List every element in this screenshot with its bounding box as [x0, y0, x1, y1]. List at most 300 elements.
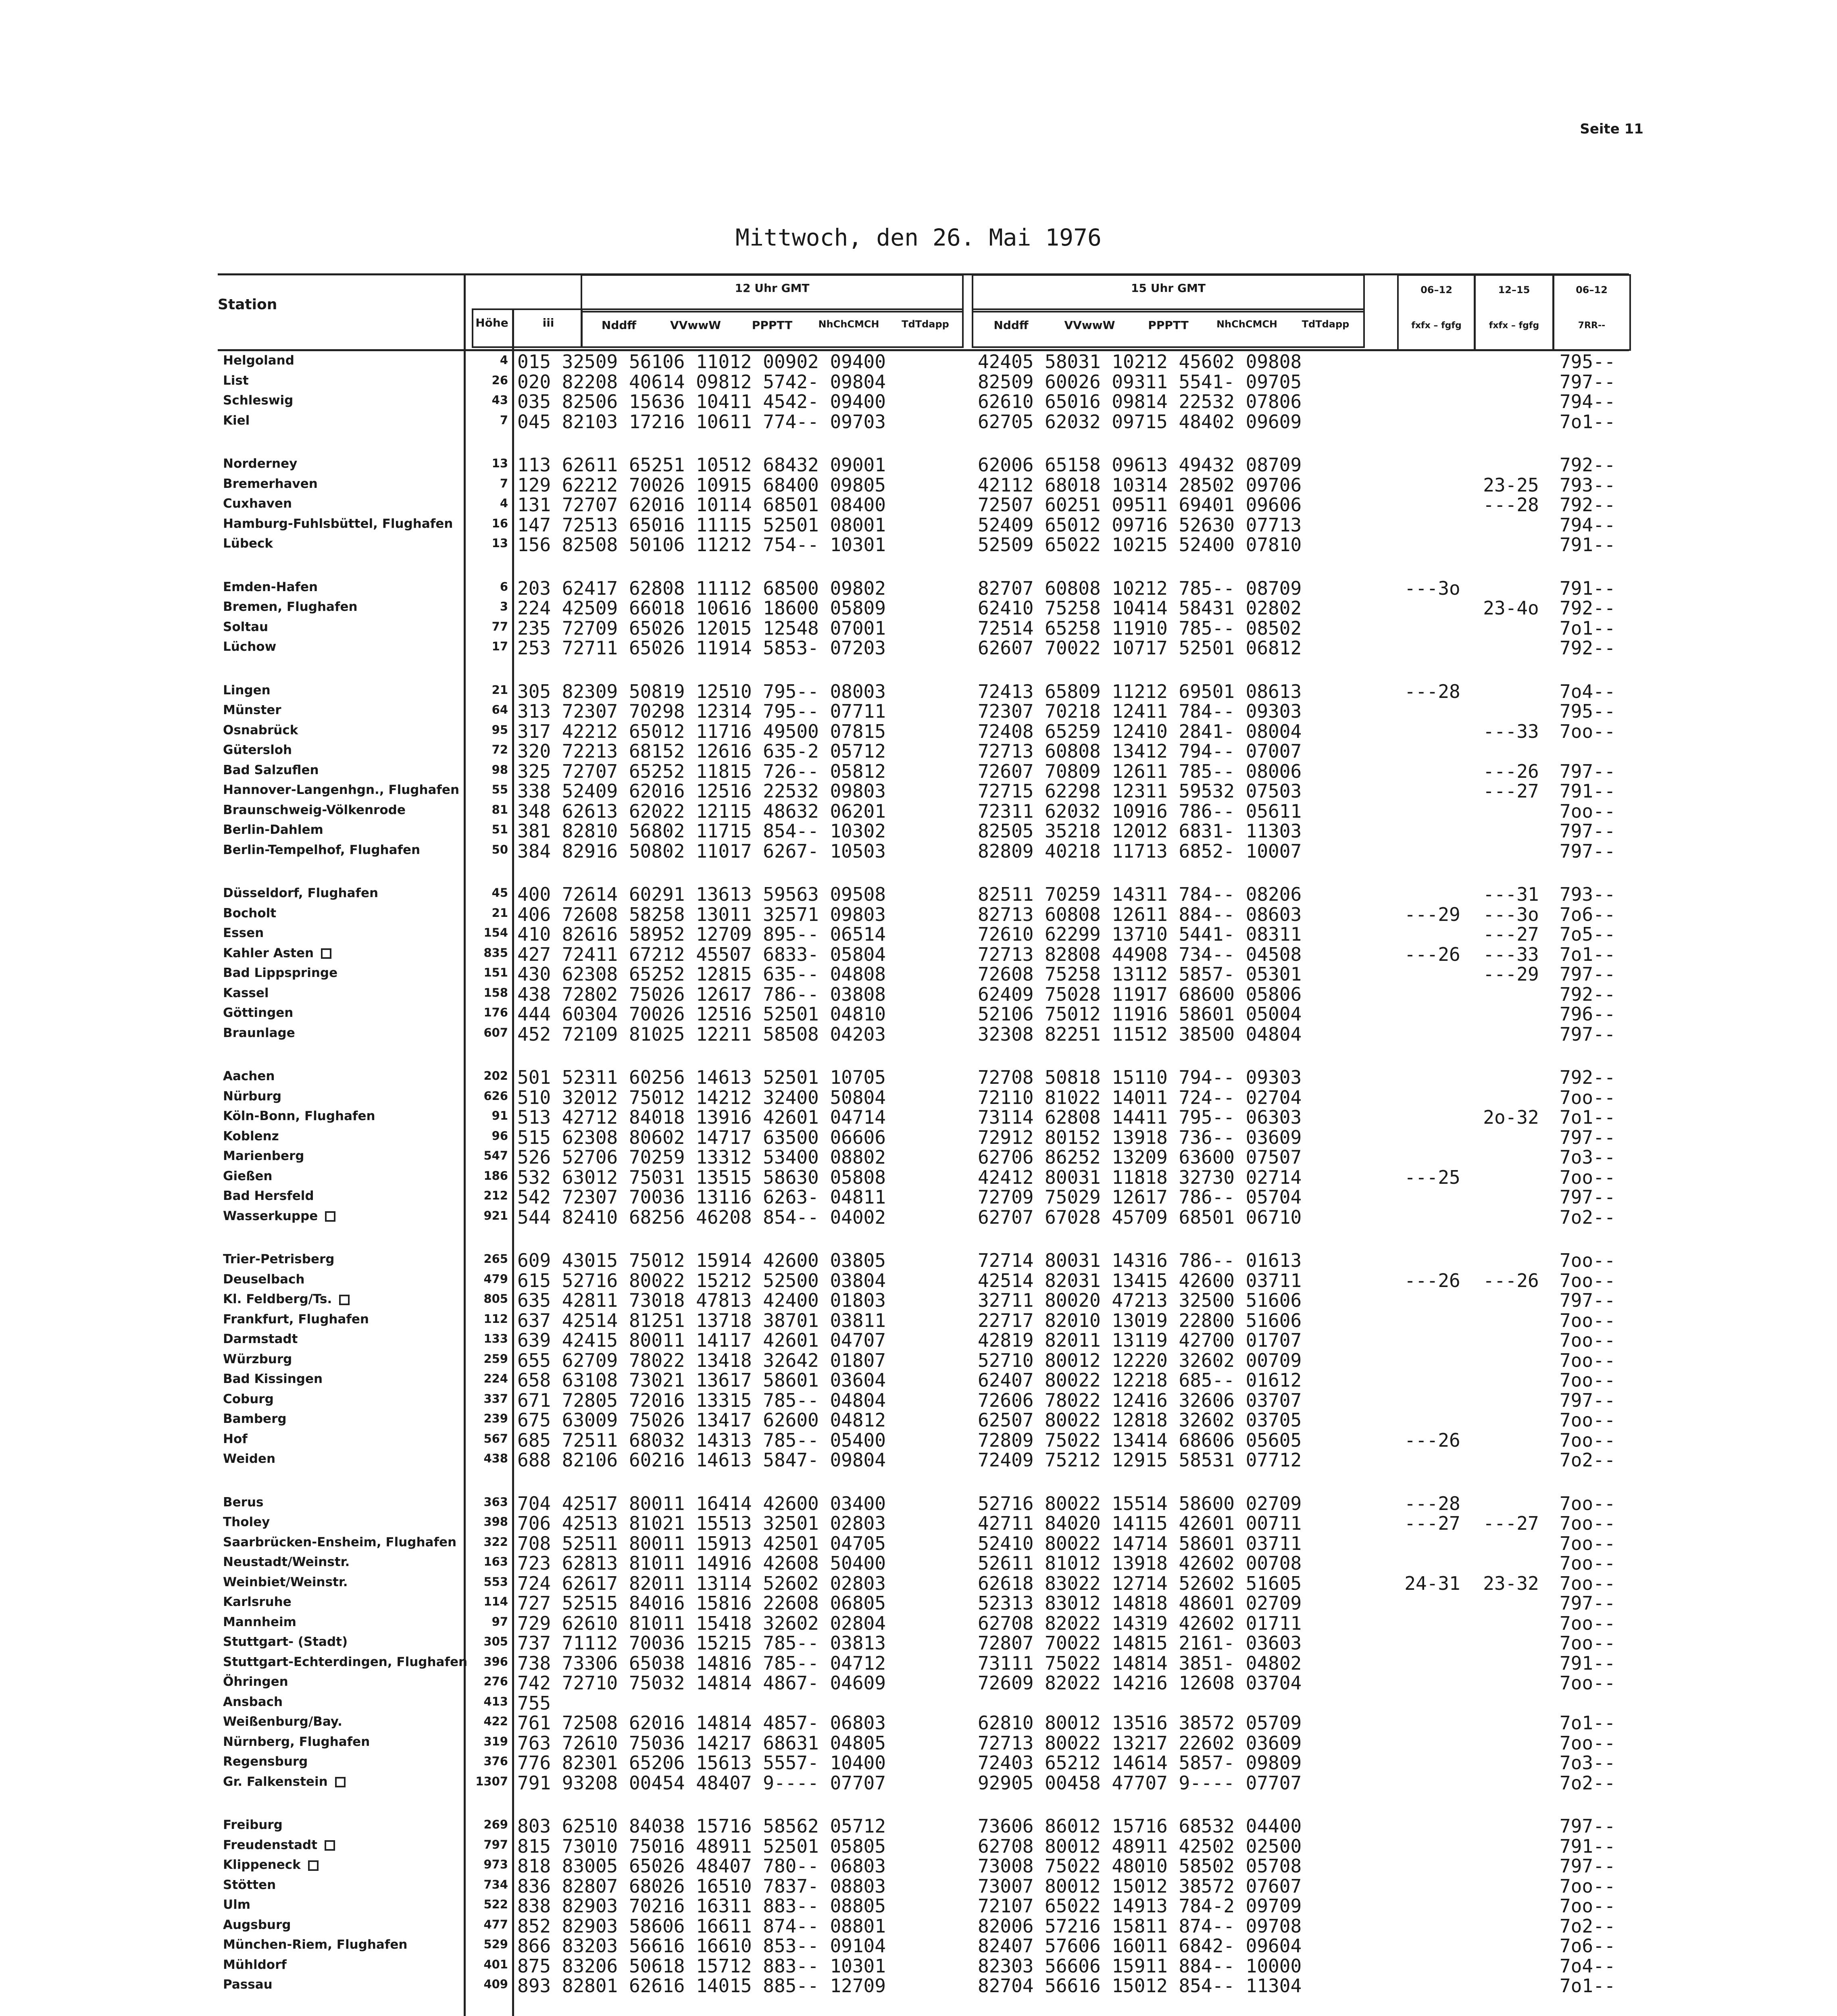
- precip-06-12: [1560, 1712, 1615, 1734]
- gust-12-15: [1476, 883, 1546, 905]
- station-name-text: Marienberg: [223, 1149, 304, 1163]
- gust-12-15: [1476, 597, 1546, 619]
- station-name: [223, 1575, 348, 1589]
- precip-06-12: [1560, 1389, 1615, 1411]
- station-name-text: Hannover-Langenhgn., Flughafen: [223, 783, 460, 797]
- obs-12utc: [517, 391, 886, 412]
- precip-06-12: [1560, 983, 1615, 1005]
- precip-06-12: [1560, 1449, 1615, 1471]
- precip-06-12-text: 797--: [1560, 1186, 1616, 1208]
- gmt15-nhch-header: NhChCMCH: [1216, 319, 1278, 330]
- precip-06-12-text: 797--: [1560, 840, 1616, 862]
- precip-06-12-text: 7o4--: [1560, 680, 1616, 702]
- precip-06-12: [1560, 1409, 1615, 1431]
- gust-12-15-text: ---33: [1483, 943, 1539, 965]
- station-hoehe: [472, 843, 508, 856]
- obs-12utc-text: 724 62617 82011 13114 52602 02803: [517, 1572, 886, 1594]
- precip-06-12: [1560, 1512, 1615, 1534]
- obs-12utc: [517, 1023, 886, 1045]
- obs-12utc: [517, 760, 886, 782]
- obs-15utc: [978, 983, 1302, 1005]
- obs-12utc: [517, 454, 886, 476]
- obs-12utc: [517, 1449, 886, 1471]
- station-name-text: Essen: [223, 926, 264, 940]
- obs-15utc-text: 72713 80022 13217 22602 03609: [978, 1732, 1302, 1754]
- precip-06-12-text: 7o1--: [1560, 1712, 1616, 1734]
- station-name-text: Mühldorf: [223, 1957, 287, 1972]
- precip-06-12: [1560, 923, 1615, 945]
- station-name-text: Soltau: [223, 619, 269, 634]
- gust-12-15-text: 2o-32: [1483, 1106, 1539, 1128]
- station-hoehe-text: 16: [492, 516, 508, 530]
- station-hoehe-text: 396: [483, 1654, 508, 1668]
- precip-06-12: [1560, 371, 1615, 393]
- precip-06-12-text: 7o5--: [1560, 923, 1616, 945]
- obs-15utc: [978, 1106, 1302, 1128]
- station-hoehe: [472, 906, 508, 920]
- precip-06-12-text: 7o1--: [1560, 617, 1616, 639]
- precip-06-12-text: 7oo--: [1560, 1409, 1616, 1431]
- gust-06-12: [1397, 1429, 1468, 1451]
- gust-12-15-text: ---29: [1483, 963, 1539, 985]
- obs-12utc: [517, 1712, 886, 1734]
- period3-header: 06–12: [1576, 284, 1608, 296]
- gust-12-15-text: ---27: [1483, 780, 1539, 802]
- obs-15utc-text: 52710 80012 12220 32602 00709: [978, 1349, 1302, 1371]
- station-name: [223, 703, 281, 717]
- obs-12utc: [517, 1572, 886, 1594]
- station-hoehe-text: 13: [492, 536, 508, 550]
- obs-15utc-text: 72714 80031 14316 786-- 01613: [978, 1250, 1302, 1271]
- obs-15utc-text: 82006 57216 15811 874-- 09708: [978, 1915, 1302, 1937]
- obs-15utc: [978, 1855, 1302, 1877]
- obs-12utc: [517, 943, 886, 965]
- station-hoehe: [472, 1252, 508, 1266]
- precip-06-12-text: 7o2--: [1560, 1206, 1616, 1228]
- obs-15utc: [978, 1389, 1302, 1411]
- obs-15utc: [978, 1449, 1302, 1471]
- obs-15utc: [978, 800, 1302, 822]
- obs-12utc-text: 381 82810 56802 11715 854-- 10302: [517, 820, 886, 842]
- station-name: [223, 1089, 281, 1104]
- gust-12-15: [1476, 1572, 1546, 1594]
- station-hoehe: [472, 1332, 508, 1345]
- obs-15utc: [978, 1772, 1302, 1794]
- obs-15utc-text: 52409 65012 09716 52630 07713: [978, 514, 1302, 536]
- station-hoehe-text: 21: [492, 683, 508, 697]
- station-name: [223, 536, 273, 551]
- obs-12utc-text: 325 72707 65252 11815 726-- 05812: [517, 760, 886, 782]
- gust-06-12-text: ---27: [1404, 1512, 1460, 1534]
- station-name-text: Bad Hersfeld: [223, 1189, 314, 1203]
- station-name-text: Augsburg: [223, 1917, 291, 1932]
- obs-12utc-text: 015 32509 56106 11012 00902 09400: [517, 351, 886, 373]
- obs-15utc: [978, 1350, 1302, 1371]
- station-name-text: Regensburg: [223, 1754, 308, 1769]
- station-name: [223, 373, 249, 388]
- station-name: [223, 683, 271, 698]
- obs-15utc: [978, 1915, 1302, 1937]
- station-name-text: Ulm: [223, 1897, 251, 1912]
- obs-12utc: [517, 1772, 886, 1794]
- obs-12utc-text: 513 42712 84018 13916 42601 04714: [517, 1106, 886, 1128]
- station-name: [223, 1332, 298, 1346]
- obs-12utc-text: 893 82801 62616 14015 885-- 12709: [517, 1975, 886, 1997]
- station-hoehe-text: 276: [483, 1674, 508, 1688]
- gust-06-12-text: 24-31: [1404, 1572, 1460, 1594]
- precip-06-12: [1560, 1166, 1615, 1188]
- obs-15utc: [978, 1310, 1302, 1331]
- obs-12utc: [517, 1270, 886, 1291]
- precip-06-12: [1560, 1186, 1615, 1208]
- obs-12utc-text: 406 72608 58258 13011 32571 09803: [517, 903, 886, 925]
- station-name: [223, 1595, 292, 1609]
- station-hoehe: [472, 516, 508, 530]
- precip-06-12-text: 797--: [1560, 1023, 1616, 1045]
- obs-15utc: [978, 637, 1302, 659]
- station-hoehe-text: 805: [483, 1292, 508, 1306]
- obs-15utc: [978, 1955, 1302, 1977]
- period1-subheader: fxfx – fgfg: [1411, 321, 1462, 331]
- station-name-text: Lüchow: [223, 639, 277, 654]
- station-hoehe: [472, 926, 508, 939]
- obs-12utc: [517, 474, 886, 496]
- precip-06-12: [1560, 494, 1615, 516]
- station-hoehe-text: 265: [483, 1252, 508, 1266]
- station-hoehe: [472, 1392, 508, 1406]
- station-hoehe: [472, 1897, 508, 1911]
- gust-12-15: [1476, 943, 1546, 965]
- obs-12utc: [517, 1329, 886, 1351]
- station-name: [223, 516, 453, 531]
- obs-12utc-text: 708 52511 80011 15913 42501 04705: [517, 1532, 886, 1554]
- station-hoehe: [472, 1189, 508, 1202]
- obs-15utc: [978, 740, 1302, 762]
- gmt12-pppt-header: PPPTT: [752, 319, 793, 332]
- obs-15utc: [978, 1935, 1302, 1957]
- obs-12utc-text: 313 72307 70298 12314 795-- 07711: [517, 700, 886, 722]
- obs-15utc: [978, 1369, 1302, 1391]
- obs-15utc-text: 72713 82808 44908 734-- 04508: [978, 943, 1302, 965]
- precip-06-12-text: 7oo--: [1560, 1612, 1616, 1634]
- station-hoehe: [472, 886, 508, 900]
- obs-15utc-text: 32711 80020 47213 32500 51606: [978, 1289, 1302, 1311]
- precip-06-12-text: 7oo--: [1560, 1269, 1616, 1291]
- station-name-text: Weiden: [223, 1452, 276, 1466]
- obs-12utc: [517, 1166, 886, 1188]
- precip-06-12-text: 7oo--: [1560, 1086, 1616, 1108]
- precip-06-12: [1560, 1289, 1615, 1311]
- obs-12utc-text: 637 42514 81251 13718 38701 03811: [517, 1309, 886, 1331]
- obs-15utc-text: 42112 68018 10314 28502 09706: [978, 474, 1302, 496]
- gust-12-15-text: ---3o: [1483, 903, 1539, 925]
- precip-06-12: [1560, 617, 1615, 639]
- precip-06-12: [1560, 411, 1615, 433]
- precip-06-12-text: 7o6--: [1560, 1935, 1616, 1957]
- station-hoehe-text: 81: [492, 802, 508, 816]
- station-name: [223, 1026, 295, 1040]
- obs-15utc: [978, 681, 1302, 702]
- station-name-text: Öhringen: [223, 1674, 288, 1689]
- station-hoehe-text: 553: [483, 1574, 508, 1589]
- station-hoehe-text: 269: [483, 1818, 508, 1831]
- obs-15utc-text: 73008 75022 48010 58502 05708: [978, 1855, 1302, 1877]
- precip-06-12: [1560, 1672, 1615, 1694]
- precip-06-12: [1560, 1146, 1615, 1168]
- station-hoehe: [472, 1495, 508, 1509]
- obs-12utc-text: 438 72802 75026 12617 786-- 03808: [517, 983, 886, 1005]
- obs-12utc: [517, 1533, 886, 1554]
- obs-12utc-text: 384 82916 50802 11017 6267- 10503: [517, 840, 886, 862]
- obs-12utc-text: 742 72710 75032 14814 4867- 04609: [517, 1672, 886, 1694]
- precip-06-12-text: 7o2--: [1560, 1915, 1616, 1937]
- station-name: [223, 1818, 283, 1832]
- obs-15utc: [978, 1632, 1302, 1654]
- station-name: [223, 803, 406, 817]
- gust-06-12: [1397, 1572, 1468, 1594]
- obs-12utc: [517, 1935, 886, 1957]
- station-name-text: Bremen, Flughafen: [223, 600, 358, 614]
- station-hoehe: [472, 1515, 508, 1529]
- obs-15utc-text: 82809 40218 11713 6852- 10007: [978, 840, 1302, 862]
- obs-15utc-text: 72408 65259 12410 2841- 08004: [978, 720, 1302, 742]
- precip-06-12-text: 791--: [1560, 780, 1616, 802]
- obs-12utc: [517, 800, 886, 822]
- station-hoehe-text: 522: [483, 1897, 508, 1911]
- obs-15utc-text: 72110 81022 14011 724-- 02704: [978, 1086, 1302, 1108]
- station-name-text: Stötten: [223, 1877, 276, 1892]
- station-hoehe-text: 734: [483, 1877, 508, 1891]
- station-hoehe-text: 96: [492, 1129, 508, 1143]
- gmt15-vvwww-header: VVwwW: [1064, 319, 1115, 332]
- station-hoehe-text: 4: [500, 496, 508, 510]
- station-name: [223, 1735, 370, 1749]
- obs-15utc-text: 62410 75258 10414 58431 02802: [978, 597, 1302, 619]
- station-name: [223, 1452, 275, 1466]
- open-square-marker: [308, 1860, 319, 1871]
- precip-06-12: [1560, 780, 1615, 802]
- precip-06-12-text: 792--: [1560, 494, 1616, 516]
- obs-15utc: [978, 1712, 1302, 1734]
- obs-15utc: [978, 1127, 1302, 1148]
- obs-15utc-text: 42405 58031 10212 45602 09808: [978, 351, 1302, 373]
- obs-15utc-text: 42819 82011 13119 42700 01707: [978, 1329, 1302, 1351]
- station-name-text: Hamburg-Fuhlsbüttel, Flughafen: [223, 516, 453, 531]
- station-name: [223, 496, 292, 511]
- precip-06-12: [1560, 1250, 1615, 1271]
- gust-12-15-text: ---31: [1483, 883, 1539, 905]
- obs-15utc: [978, 597, 1302, 619]
- station-name: [223, 1635, 348, 1649]
- station-hoehe: [472, 1735, 508, 1748]
- obs-15utc-text: 73007 80012 15012 38572 07607: [978, 1875, 1302, 1897]
- obs-15utc-text: 62706 86252 13209 63600 07507: [978, 1146, 1302, 1168]
- precip-06-12-text: 792--: [1560, 597, 1616, 619]
- obs-15utc: [978, 1895, 1302, 1917]
- precip-06-12: [1560, 1310, 1615, 1331]
- precip-06-12: [1560, 840, 1615, 862]
- station-hoehe-text: 176: [483, 1006, 508, 1019]
- precip-06-12: [1560, 1350, 1615, 1371]
- obs-12utc: [517, 1206, 886, 1228]
- hoehe-divider-line: [512, 308, 514, 2016]
- obs-12utc-text: 658 63108 73021 13617 58601 03604: [517, 1369, 886, 1391]
- gust-12-15: [1476, 1512, 1546, 1534]
- obs-12utc: [517, 1186, 886, 1208]
- precip-06-12: [1560, 1815, 1615, 1837]
- station-name-text: Passau: [223, 1977, 273, 1992]
- gmt15-pppt-header: PPPTT: [1148, 319, 1189, 332]
- station-hoehe-text: 401: [483, 1957, 508, 1971]
- gust-06-12: [1397, 1493, 1468, 1514]
- station-hoehe-text: 98: [492, 762, 508, 777]
- gust-06-12: [1397, 1166, 1468, 1188]
- station-hoehe: [472, 683, 508, 697]
- obs-15utc-text: 72715 62298 12311 59532 07503: [978, 780, 1302, 802]
- station-name: [223, 966, 337, 980]
- station-hoehe-text: 337: [483, 1391, 508, 1406]
- obs-12utc: [517, 1350, 886, 1371]
- gust-06-12: [1397, 681, 1468, 702]
- station-hoehe: [472, 1674, 508, 1688]
- station-hoehe: [472, 1372, 508, 1385]
- station-name-text: Münster: [223, 703, 281, 717]
- obs-15utc: [978, 1023, 1302, 1045]
- obs-12utc-text: 875 83206 50618 15712 883-- 10301: [517, 1955, 886, 1977]
- station-name: [223, 1515, 270, 1529]
- obs-12utc: [517, 740, 886, 762]
- gust-06-12-text: ---26: [1404, 1269, 1460, 1291]
- obs-12utc-text: 113 62611 65251 10512 68432 09001: [517, 454, 886, 476]
- obs-12utc: [517, 1652, 886, 1674]
- obs-12utc: [517, 983, 886, 1005]
- obs-12utc: [517, 1146, 886, 1168]
- obs-12utc: [517, 963, 886, 985]
- station-hoehe-text: 95: [492, 723, 508, 737]
- obs-12utc: [517, 1429, 886, 1451]
- open-square-marker: [339, 1295, 350, 1305]
- obs-15utc: [978, 1552, 1302, 1574]
- station-name: [223, 823, 323, 837]
- obs-12utc: [517, 617, 886, 639]
- obs-12utc-text: 317 42212 65012 11716 49500 07815: [517, 720, 886, 742]
- gust-06-12: [1397, 904, 1468, 925]
- obs-15utc: [978, 780, 1302, 802]
- obs-12utc-text: 224 42509 66018 10616 18600 05809: [517, 597, 886, 619]
- obs-12utc: [517, 1895, 886, 1917]
- obs-15utc: [978, 923, 1302, 945]
- station-name-text: Kiel: [223, 413, 250, 428]
- station-hoehe: [472, 1655, 508, 1668]
- precip-06-12: [1560, 1552, 1615, 1574]
- station-hoehe-text: 921: [483, 1208, 508, 1223]
- station-name: [223, 393, 293, 408]
- gust-12-15: [1476, 904, 1546, 925]
- station-name-text: Frankfurt, Flughafen: [223, 1312, 369, 1327]
- obs-12utc-text: 609 43015 75012 15914 42600 03805: [517, 1250, 886, 1271]
- precip-06-12-text: 7o2--: [1560, 1772, 1616, 1794]
- obs-15utc-text: 62705 62032 09715 48402 09609: [978, 410, 1302, 433]
- station-hoehe-text: 607: [483, 1025, 508, 1039]
- station-name: [223, 843, 420, 857]
- precip-06-12-text: 7oo--: [1560, 1895, 1616, 1917]
- station-name: [223, 620, 268, 634]
- station-hoehe-text: 133: [483, 1332, 508, 1345]
- obs-12utc: [517, 1592, 886, 1614]
- station-name: [223, 600, 358, 614]
- obs-15utc: [978, 1732, 1302, 1754]
- obs-12utc-text: 791 93208 00454 48407 9---- 07707: [517, 1772, 886, 1794]
- station-name: [223, 1352, 292, 1366]
- obs-15utc: [978, 617, 1302, 639]
- obs-12utc-text: 147 72513 65016 11115 52501 08001: [517, 514, 886, 536]
- station-hoehe-text: 398: [483, 1515, 508, 1529]
- station-hoehe-text: 4: [500, 353, 508, 367]
- precip-06-12-text: 796--: [1560, 1003, 1616, 1025]
- gmt15-tdapp-header: TdTdapp: [1302, 319, 1350, 330]
- precip-06-12-text: 797--: [1560, 1126, 1616, 1148]
- station-name-text: Gr. Falkenstein: [223, 1774, 328, 1789]
- precip-06-12-text: 794--: [1560, 391, 1616, 412]
- precip-06-12-text: 7oo--: [1560, 1166, 1616, 1188]
- station-hoehe: [472, 1774, 508, 1788]
- obs-12utc: [517, 681, 886, 702]
- obs-12utc-text: 510 32012 75012 14212 32400 50804: [517, 1086, 886, 1108]
- precip-06-12-text: 7oo--: [1560, 1572, 1616, 1594]
- precip-06-12: [1560, 904, 1615, 925]
- station-name: [223, 477, 318, 491]
- obs-12utc: [517, 1250, 886, 1271]
- station-name-text: Emden-Hafen: [223, 579, 318, 594]
- obs-12utc: [517, 1752, 886, 1774]
- station-name: [223, 1252, 334, 1266]
- obs-15utc-text: 62407 80022 12218 685-- 01612: [978, 1369, 1302, 1391]
- station-hoehe-text: 50: [492, 842, 508, 856]
- precip-06-12: [1560, 1772, 1615, 1794]
- obs-15utc: [978, 1289, 1302, 1311]
- station-name: [223, 456, 297, 471]
- station-name: [223, 1149, 304, 1163]
- station-hoehe: [472, 1312, 508, 1326]
- station-hoehe: [472, 1129, 508, 1143]
- station-hoehe: [472, 1006, 508, 1019]
- gmt12-header: 12 Uhr GMT: [735, 281, 810, 295]
- station-hoehe: [472, 1838, 508, 1851]
- obs-15utc-text: 82407 57606 16011 6842- 09604: [978, 1935, 1302, 1957]
- gmt12-vvwww-header: VVwwW: [670, 319, 721, 332]
- gust-06-12-text: ---26: [1404, 1429, 1460, 1451]
- precip-06-12-text: 7o1--: [1560, 943, 1616, 965]
- station-name-text: Berlin-Tempelhof, Flughafen: [223, 842, 421, 857]
- obs-15utc-text: 72713 60808 13412 794-- 07007: [978, 740, 1302, 762]
- station-name-text: Gießen: [223, 1168, 273, 1183]
- iii-column-header: iii: [542, 316, 554, 329]
- obs-15utc: [978, 391, 1302, 412]
- station-hoehe-text: 3: [500, 600, 508, 613]
- precip-06-12-text: 797--: [1560, 963, 1616, 985]
- obs-15utc: [978, 1815, 1302, 1837]
- station-hoehe: [472, 823, 508, 836]
- station-name-text: Kassel: [223, 985, 269, 1000]
- obs-15utc-text: 72708 50818 15110 794-- 09303: [978, 1066, 1302, 1088]
- station-hoehe: [472, 1452, 508, 1465]
- precip-06-12: [1560, 883, 1615, 905]
- obs-12utc-text: 156 82508 50106 11212 754-- 10301: [517, 534, 886, 556]
- obs-12utc-text: 836 82807 68026 16510 7837- 08803: [517, 1875, 886, 1897]
- obs-12utc: [517, 371, 886, 393]
- obs-15utc-text: 82707 60808 10212 785-- 08709: [978, 577, 1302, 599]
- station-name: [223, 1412, 287, 1426]
